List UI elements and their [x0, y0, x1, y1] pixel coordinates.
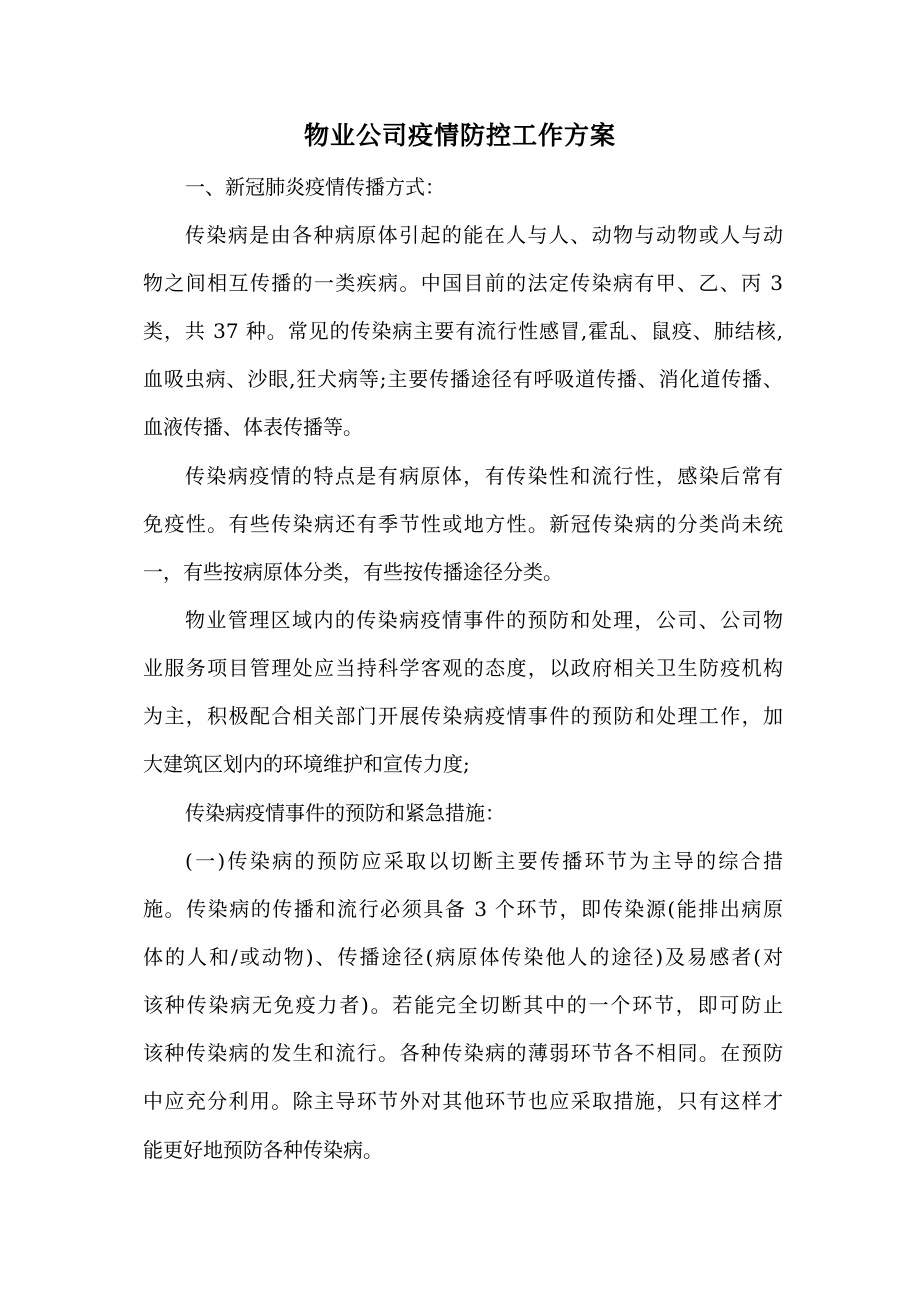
paragraph-line: (一)传染病的预防应采取以切断主要传播环节为主导的综合措 — [185, 849, 783, 873]
paragraph-line: 类，共 37 种。常见的传染病主要有流行性感冒,霍乱、鼠疫、肺结核, — [143, 319, 783, 343]
paragraph-line: 血吸虫病、沙眼,狂犬病等;主要传播途径有呼吸道传播、消化道传播、 — [143, 367, 783, 391]
paragraph-line: 传染病是由各种病原体引起的能在人与人、动物与动物或人与动 — [185, 223, 783, 247]
paragraph-line: 传染病疫情的特点是有病原体，有传染性和流行性，感染后常有 — [185, 464, 783, 488]
section-heading: 传染病疫情事件的预防和紧急措施： — [185, 801, 505, 825]
paragraph-line: 免疫性。有些传染病还有季节性或地方性。新冠传染病的分类尚未统 — [143, 512, 783, 536]
paragraph-line: 大建筑区划内的环境维护和宣传力度; — [143, 752, 470, 776]
paragraph-line: 该种传染病无免疫力者)。若能完全切断其中的一个环节，即可防止 — [143, 993, 783, 1017]
section-heading: 一、新冠肺炎疫情传播方式： — [185, 175, 445, 199]
paragraph-line: 为主，积极配合相关部门开展传染病疫情事件的预防和处理工作，加 — [143, 704, 783, 728]
paragraph-line: 该种传染病的发生和流行。各种传染病的薄弱环节各不相同。在预防 — [143, 1041, 783, 1065]
paragraph-line: 业服务项目管理处应当持科学客观的态度，以政府相关卫生防疫机构 — [143, 656, 783, 680]
paragraph-line: 物之间相互传播的一类疾病。中国目前的法定传染病有甲、乙、丙 3 — [143, 271, 783, 295]
document-title: 物业公司疫情防控工作方案 — [303, 121, 616, 150]
paragraph-line: 能更好地预防各种传染病。 — [143, 1138, 383, 1162]
paragraph-line: 中应充分利用。除主导环节外对其他环节也应采取措施，只有这样才 — [143, 1089, 783, 1113]
paragraph-line: 体的人和/或动物)、传播途径(病原体传染他人的途径)及易感者(对 — [143, 945, 783, 969]
paragraph-line: 施。传染病的传播和流行必须具备 3 个环节，即传染源(能排出病原 — [143, 897, 783, 921]
paragraph-line: 血液传播、体表传播等。 — [143, 415, 363, 439]
paragraph-line: 一，有些按病原体分类，有些按传播途径分类。 — [143, 560, 563, 584]
paragraph-line: 物业管理区域内的传染病疫情事件的预防和处理，公司、公司物 — [185, 608, 783, 632]
